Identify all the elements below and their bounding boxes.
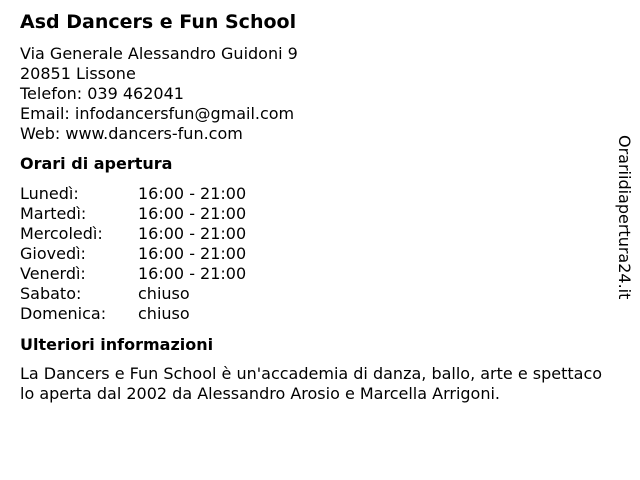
day-label: Giovedì: [20, 244, 86, 263]
site-watermark: Orariidiapertura24.it [615, 135, 634, 300]
day-hours: chiuso [138, 284, 190, 303]
address-street: Via Generale Alessandro Guidoni 9 [20, 44, 298, 63]
hours-row-tuesday [20, 204, 610, 224]
day-label: Martedì: [20, 204, 87, 223]
business-name: Asd Dancers e Fun School [20, 11, 297, 33]
day-label: Mercoledì: [20, 224, 103, 243]
day-label: Sabato: [20, 284, 82, 303]
additional-info-text: La Dancers e Fun School è un'accademia di danza, ballo, arte e spettacolo aperta dal 2002 da Alessandro Arosio e Marcella Arrigoni. [20, 364, 603, 403]
day-hours: 16:00 - 21:00 [138, 264, 247, 283]
day-hours: 16:00 - 21:00 [138, 244, 247, 263]
hours-row-thursday [20, 244, 610, 264]
hours-row-saturday [20, 284, 610, 304]
email-address: Email: infodancersfun@gmail.com [20, 104, 295, 123]
day-label: Domenica: [20, 304, 107, 323]
hours-row-friday [20, 264, 610, 284]
business-card [20, 10, 610, 404]
hours-row-monday [20, 184, 610, 204]
day-hours: 16:00 - 21:00 [138, 224, 247, 243]
day-label: Lunedì: [20, 184, 79, 203]
day-hours: 16:00 - 21:00 [138, 184, 247, 203]
day-hours: 16:00 - 21:00 [138, 204, 247, 223]
day-label: Venerdì: [20, 264, 86, 283]
day-hours: chiuso [138, 304, 190, 323]
hours-row-sunday [20, 304, 610, 324]
opening-hours-table [20, 184, 610, 324]
address-city: 20851 Lissone [20, 64, 136, 83]
website: Web: www.dancers-fun.com [20, 124, 243, 143]
hours-row-wednesday [20, 224, 610, 244]
additional-info-heading: Ulteriori informazioni [20, 335, 214, 354]
phone-number: Telefon: 039 462041 [20, 84, 184, 103]
opening-hours-heading: Orari di apertura [20, 154, 173, 173]
